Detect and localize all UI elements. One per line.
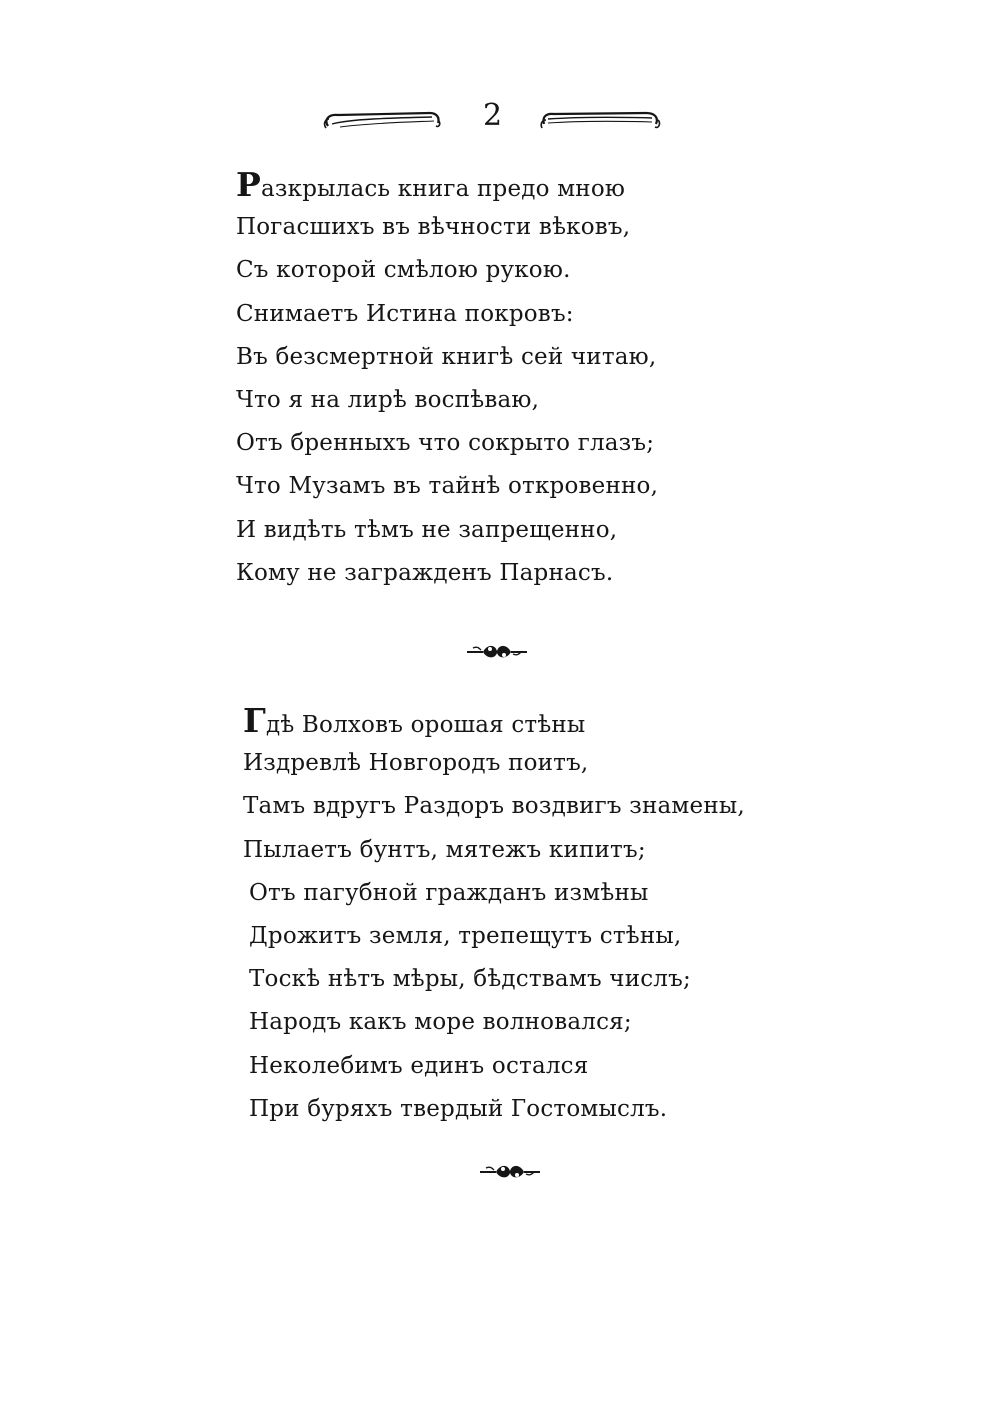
verse-text: Отъ пагубной гражданъ измѣны: [249, 879, 649, 906]
verse-line: [236, 336, 658, 379]
verse-line: [236, 379, 658, 422]
verse-line: [243, 829, 745, 872]
verse-text: Кому не загражденъ Парнасъ.: [236, 559, 614, 586]
verse-text: Съ которой смѣлою рукою.: [236, 257, 571, 284]
header-flourish-right-icon: [538, 106, 662, 132]
header-flourish-left-icon: [320, 106, 442, 132]
verse-line: [243, 1045, 745, 1088]
verse-text: Погасшихъ въ вѣчности вѣковъ,: [236, 214, 631, 241]
stanza-2: [243, 699, 745, 1131]
verse-text: Что Музамъ въ тайнѣ откровенно,: [236, 473, 659, 500]
verse-text: Пылаетъ бунтъ, мятежъ кипитъ;: [243, 836, 646, 863]
verse-text: Тоскѣ нѣтъ мѣры, бѣдствамъ числъ;: [249, 966, 691, 993]
verse-text: При буряхъ твердый Гостомыслъ.: [249, 1095, 668, 1122]
verse-line: [243, 915, 745, 958]
verse-line: [236, 293, 658, 336]
verse-text: дѣ Волховъ орошая стѣны: [265, 712, 586, 738]
verse-text: Въ безсмертной книгѣ сей читаю,: [236, 343, 657, 370]
fleuron-end-icon: [478, 1160, 542, 1182]
page-header: [320, 96, 665, 140]
verse-text: Неколебимъ единъ остался: [249, 1052, 589, 1079]
verse-line: [236, 163, 658, 206]
verse-line: [243, 699, 745, 742]
drop-initial: Г: [243, 701, 266, 740]
verse-line: [236, 509, 658, 552]
verse-line: [243, 1088, 745, 1131]
verse-line: [236, 206, 658, 249]
fleuron-divider-icon: [465, 640, 529, 662]
verse-text: Тамъ вдругъ Раздоръ воздвигъ знамены,: [243, 793, 745, 820]
page-number: 2: [482, 98, 503, 133]
verse-line: [243, 872, 745, 915]
verse-line: [243, 785, 745, 828]
verse-text: Народъ какъ море волновался;: [249, 1009, 632, 1036]
verse-text: Снимаетъ Истина покровъ:: [236, 300, 574, 327]
verse-text: азкрылась книга предо мною: [261, 176, 626, 202]
verse-line: [236, 422, 658, 465]
verse-text: Дрожитъ земля, трепещутъ стѣны,: [249, 922, 682, 949]
verse-text: Что я на лирѣ воспѣваю,: [236, 386, 540, 413]
verse-line: [243, 1001, 745, 1044]
verse-text: Отъ бренныхъ что сокрыто глазъ;: [236, 430, 655, 457]
verse-text: И видѣть тѣмъ не запрещенно,: [236, 516, 618, 543]
verse-text: Издревлѣ Новгородъ поитъ,: [243, 750, 589, 777]
verse-line: [236, 552, 658, 595]
verse-line: [243, 958, 745, 1001]
verse-line: [236, 465, 658, 508]
verse-line: [243, 742, 745, 785]
drop-initial: Р: [236, 165, 262, 204]
stanza-1: [236, 163, 658, 595]
verse-line: [236, 249, 658, 292]
